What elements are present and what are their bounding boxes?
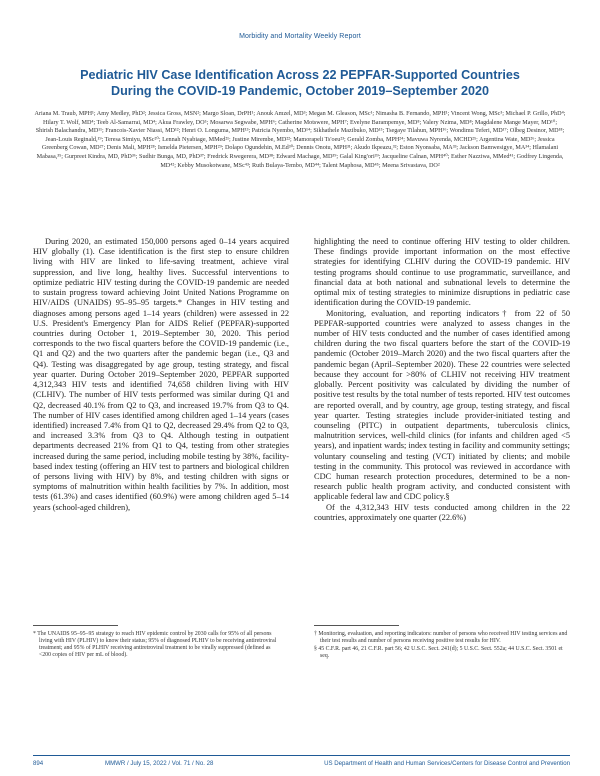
running-header: Morbidity and Mortality Weekly Report [239, 33, 361, 40]
page-number: 894 [33, 760, 44, 767]
footnote-rule-right [314, 625, 399, 626]
footnote-rule-left [33, 625, 118, 626]
footnote-text: † Monitoring, evaluation, and reporting indicators: number of persons who received HIV testing services and their test results and number of persons receiving positive test results for HIV. [314, 631, 568, 644]
article-title [40, 67, 560, 99]
body-paragraph: During 2020, an estimated 150,000 persons aged 0–14 years acquired HIV globally (1). Case identification is the first step to ensure children living with HIV are linked to life-saving treatment, achieve viral suppression, and live long, healthy lives. Successful interventions to optimize pediatric HIV testing during the COVID-19 pandemic are needed to sustain progress toward achieving Joint United Nations Programme on HIV/AIDS (UNAIDS) 95–95–95 targets.* Changes in HIV testing and diagnoses among persons aged 1–14 years (children) were assessed in 22 U.S. President's Emergency Plan for AIDS Relief (PEPFAR)-supported countries during October 1, 2019–September 30, 2020. This period corresponds to the two fiscal quarters before the COVID-19 pandemic (i.e., Q1 and Q2) and the two quarters after the pandemic began (i.e., Q3 and Q4). Testing was disaggregated by age group, testing strategy, and fiscal year quarter. During October 2019–September 2020, PEPFAR supported 4,312,343 HIV tests and identified 74,658 children living with HIV (CLHIV). The number of HIV tests performed was similar during Q1 and Q2, decreased 40.1% from Q2 to Q3, and increased 19.7% from Q3 to Q4. The number of HIV cases identified among children aged 1–14 years (cases identified) increased 7.4% from Q1 to Q2, decreased 29.4% from Q2 to Q3, and increased 3.3% from Q3 to Q4. Although testing in outpatient departments decreased 21% from Q1 to Q4, testing from other strategies increased during the same period, including mobile testing by 38%, facility-based index testing (offering an HIV test to partners and biological children of persons living with HIV) by 8%, and testing children with signs or symptoms of malnutrition within health facilities by 7%. In addition, most tests (61.3%) and cases identified (60.9%) were among children aged 5–14 years (school-aged children), [33, 237, 289, 512]
footnote-text: § 45 C.F.R. part 46, 21 C.F.R. part 56; 42 U.S.C. Sect. 241(d); 5 U.S.C. Sect. 552a; 44 U.S.C. Sect. 3501 et seq. [314, 646, 563, 659]
author-list: Ariana M. Traub, MPH¹; Amy Medley, PhD²; Jessica Gross, MSN²; Margo Sloan, DrPH¹; Anouk Amzel, MD³; Megan M. Gleason, MSc¹; Nimasha B. Fernando, MPH¹; Vincent Wong, MSc³; Michael P. Grillo, PhD⁴; Hilary T. Wolf, MD⁴; Teeb Al-Samarrai, MD⁴; Akua Frawley, DO⁵; Mosarwa Segwabe, MPH⁶; Catherine Motswere, MPH⁷; Evelyne Barampemye, MD⁸; Valery Nzima, MD⁸; Magdalene Mange Mayer, MD¹⁰; Shirish Balachandra, MD¹¹; Francois-Xavier Niassi, MD¹²; Henri O. Longuma, MPH¹³; Patricia Nyembo, MD¹⁴; Sikhathele Mazibuko, MD¹⁵; Tsegaye Tilahun, MPH¹⁶; Wondimu Teferi, MD¹⁷; Olbeg Desinor, MD¹⁸; Jean-Louis Reginald,¹⁹; Teresa Simiyu, MSc²⁰; Lennah Nyabiage, MMed²¹; Justine Mirembe, MD²²; Mamorapeli Ts'oeu²³; Gerald Zomba, MPH²⁴; Mavuwa Nyrenda, MCHD²⁵; Argentina Wate, MD²⁶; Jessica Greenberg Cowan, MD²⁷; Denis Mali, MPH²⁸; Ismelda Pietersen, MPH²⁹; Dolapo Ogundehin, M.Ed³⁰; Dennis Onotu, MPH³¹; Akudo Ikpeazu,³²; Eston Nyonsaba, MA³³; Jackson Bamwesigye, MA³⁴; Hlamalani Mabasa,³⁵; Gurpreet Kindra, MD, PhD³⁶; Sudhir Bunga, MD, PhD³⁷; Fredrick Rwegerera, MD³⁸; Edward Machage, MD³⁹; Galal King'ori³⁹; Jacqueline Calnan, MPH⁴⁰; Esther Nazziwa, MMed⁴¹; Godfrey Lingenda, MD⁴²; Kebby Musokotwane, MSc⁴³; Ruth Bulaya-Tembo, MD⁴⁴; Talent Maphosa, MD⁴⁵; Meena Srivastava, DO² [34, 111, 566, 169]
footer-rule [33, 755, 570, 756]
body-paragraph: highlighting the need to continue offering HIV testing to older children. These findings provide important information on the most effective strategies for identifying CLHIV during the COVID-19 pandemic. HIV testing programs should continue to use programmatic, surveillance, and financial data at both national and subnational levels to determine the optimal mix of testing strategies to minimize disruptions in pediatric case identification during the COVID-19 pandemic. [314, 237, 570, 308]
footnote-left [33, 631, 283, 660]
journal-issue: MMWR / July 15, 2022 / Vol. 71 / No. 28 [105, 760, 214, 767]
title-line-1: Pediatric HIV Case Identification Across 22 PEPFAR-Supported Countries [80, 68, 520, 82]
body-paragraph: Of the 4,312,343 HIV tests conducted among children in the 22 countries, approximately one quarter (22.6%) [314, 502, 570, 522]
page-footer [33, 760, 570, 770]
footnote-right [314, 631, 570, 661]
agency-name: US Department of Health and Human Services/Centers for Disease Control and Prevention [324, 760, 570, 767]
body-column-right [314, 237, 570, 523]
body-column-left [33, 237, 289, 513]
body-paragraph: Monitoring, evaluation, and reporting indicators† from 22 of 50 PEPFAR-supported countries were analyzed to assess changes in the number of HIV tests conducted and the number of cases identified among children during the two fiscal quarters before the start of the COVID-19 pandemic (October 2019–March 2020) and the two fiscal quarters after the pandemic began (April–September 2020). These 22 countries were selected because they account for >80% of CLHIV not receiving HIV treatment globally. Percent positivity was calculated by dividing the number of positive test results by the total number of tests reported. HIV test outcomes are reported overall, and by country, age group, testing strategy, and fiscal year quarter. Testing strategies include provider-initiated testing and counseling (PITC) in outpatient departments, tuberculosis clinics, malnutrition services, well-child clinics (for infants and children aged <5 years), and inpatient wards; index testing in facility and community settings; voluntary counseling and testing (VCT) initiated by clients; and mobile testing in the community. This protocol was reviewed in accordance with CDC human research protection procedures, determined to be a non-research public health program activity, and conducted consistent with applicable federal law and CDC policy.§ [314, 308, 570, 502]
footnote-text: * The UNAIDS 95–95–95 strategy to reach HIV epidemic control by 2030 calls for 95% of all persons living with HIV (PLHIV) to know their status; 95% of diagnosed PLHIV to be receiving antiretroviral treatment; and 95% of PLHIV receiving antiretroviral treatment to be virally suppressed (defined as <200 copies of HIV per mL of blood). [33, 631, 277, 658]
title-line-2: During the COVID-19 Pandemic, October 2019–September 2020 [111, 84, 489, 98]
